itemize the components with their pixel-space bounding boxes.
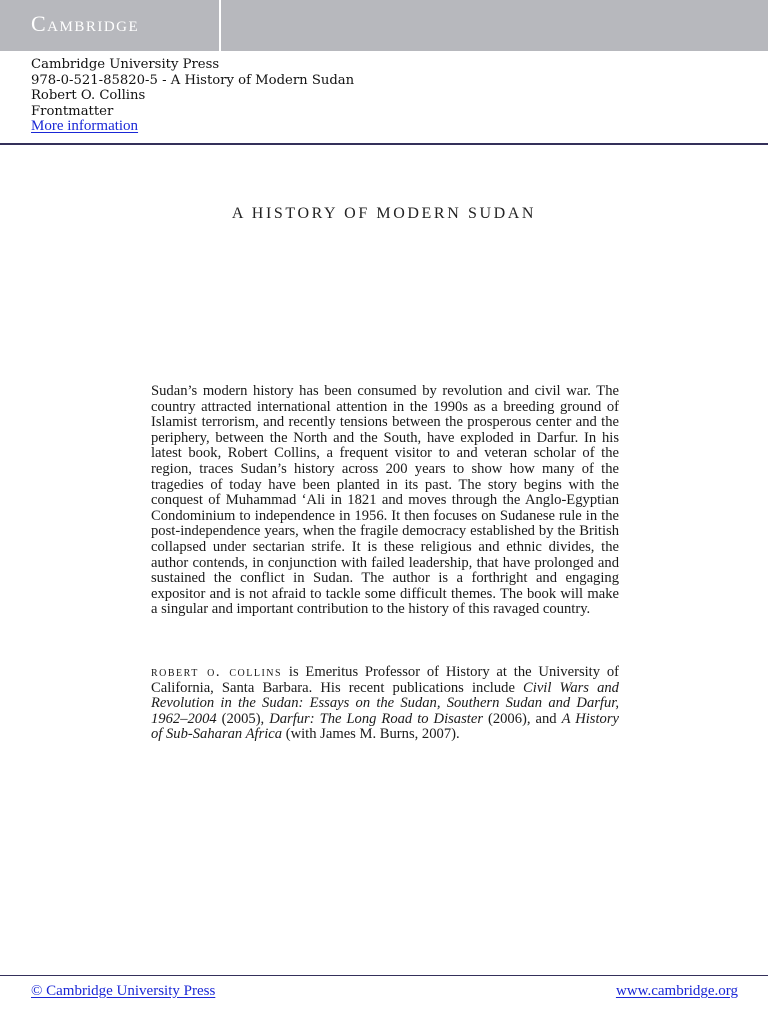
header-divider [0, 143, 768, 145]
bio-text-2: (2005), [216, 710, 270, 727]
copyright-link[interactable]: © Cambridge University Press [31, 983, 216, 999]
publisher-line: Cambridge University Press [31, 57, 220, 72]
isbn-title-line: 978-0-521-85820-5 - A History of Modern Sudan [31, 72, 355, 88]
section-line: Frontmatter [31, 103, 114, 119]
more-information-link[interactable]: More information [31, 118, 139, 135]
bio-text-3: (2006), and [483, 710, 562, 727]
document-meta [31, 57, 354, 135]
bio-book-3: A History of Sub-Saharan Africa [151, 710, 619, 743]
bio-author-name: robert o. collins [151, 664, 283, 680]
footer-divider [0, 975, 768, 976]
header-band [0, 0, 768, 51]
author-line: Robert O. Collins [31, 88, 146, 104]
bio-book-2: Darfur: The Long Road to Disaster [269, 710, 483, 727]
book-blurb: Sudan’s modern history has been consumed by revolution and civil war. The country attracted international attention in the 1990s as a breeding ground of Islamist terrorism, and recently tensions between the prosperous center and the periphery, between the North and the South, have exploded in Darfur. In his latest book, Robert Collins, a frequent visitor to and veteran scholar of the region, traces Sudan’s history across 200 years to show how many of the tragedies of today have been planted in its past. The story begins with the conquest of Muhammad ‘Ali in 1821 and moves through the Anglo-Egyptian Condominium to independence in 1956. It then focuses on Sudanese rule in the post-independence years, when the fragile democracy established by the British collapsed under sectarian strife. It is these religious and ethnic divides, the author contends, in conjunction with failed leadership, that have prolonged and sustained the conflict in Sudan. The author is a forthright and engaging expositor and is not afraid to tackle some difficult themes. The book will make a singular and important contribution to the history of this ravaged country. [151, 383, 619, 618]
bio-book-1: Civil Wars and Revolution in the Sudan: Essays on the Sudan, Southern Sudan and Darfur, 1962–2004 [151, 679, 619, 727]
author-bio [151, 665, 619, 743]
bio-text-1: is Emeritus Professor of History at the University of California, Santa Barbara. His recent publications include [151, 664, 619, 696]
book-title: A HISTORY OF MODERN SUDAN [231, 205, 537, 222]
cambridge-logo[interactable] [0, 0, 221, 51]
website-link[interactable]: www.cambridge.org [615, 983, 738, 999]
bio-text-4: (with James M. Burns, 2007). [282, 726, 460, 743]
logo-text: Cambridge [31, 11, 140, 36]
